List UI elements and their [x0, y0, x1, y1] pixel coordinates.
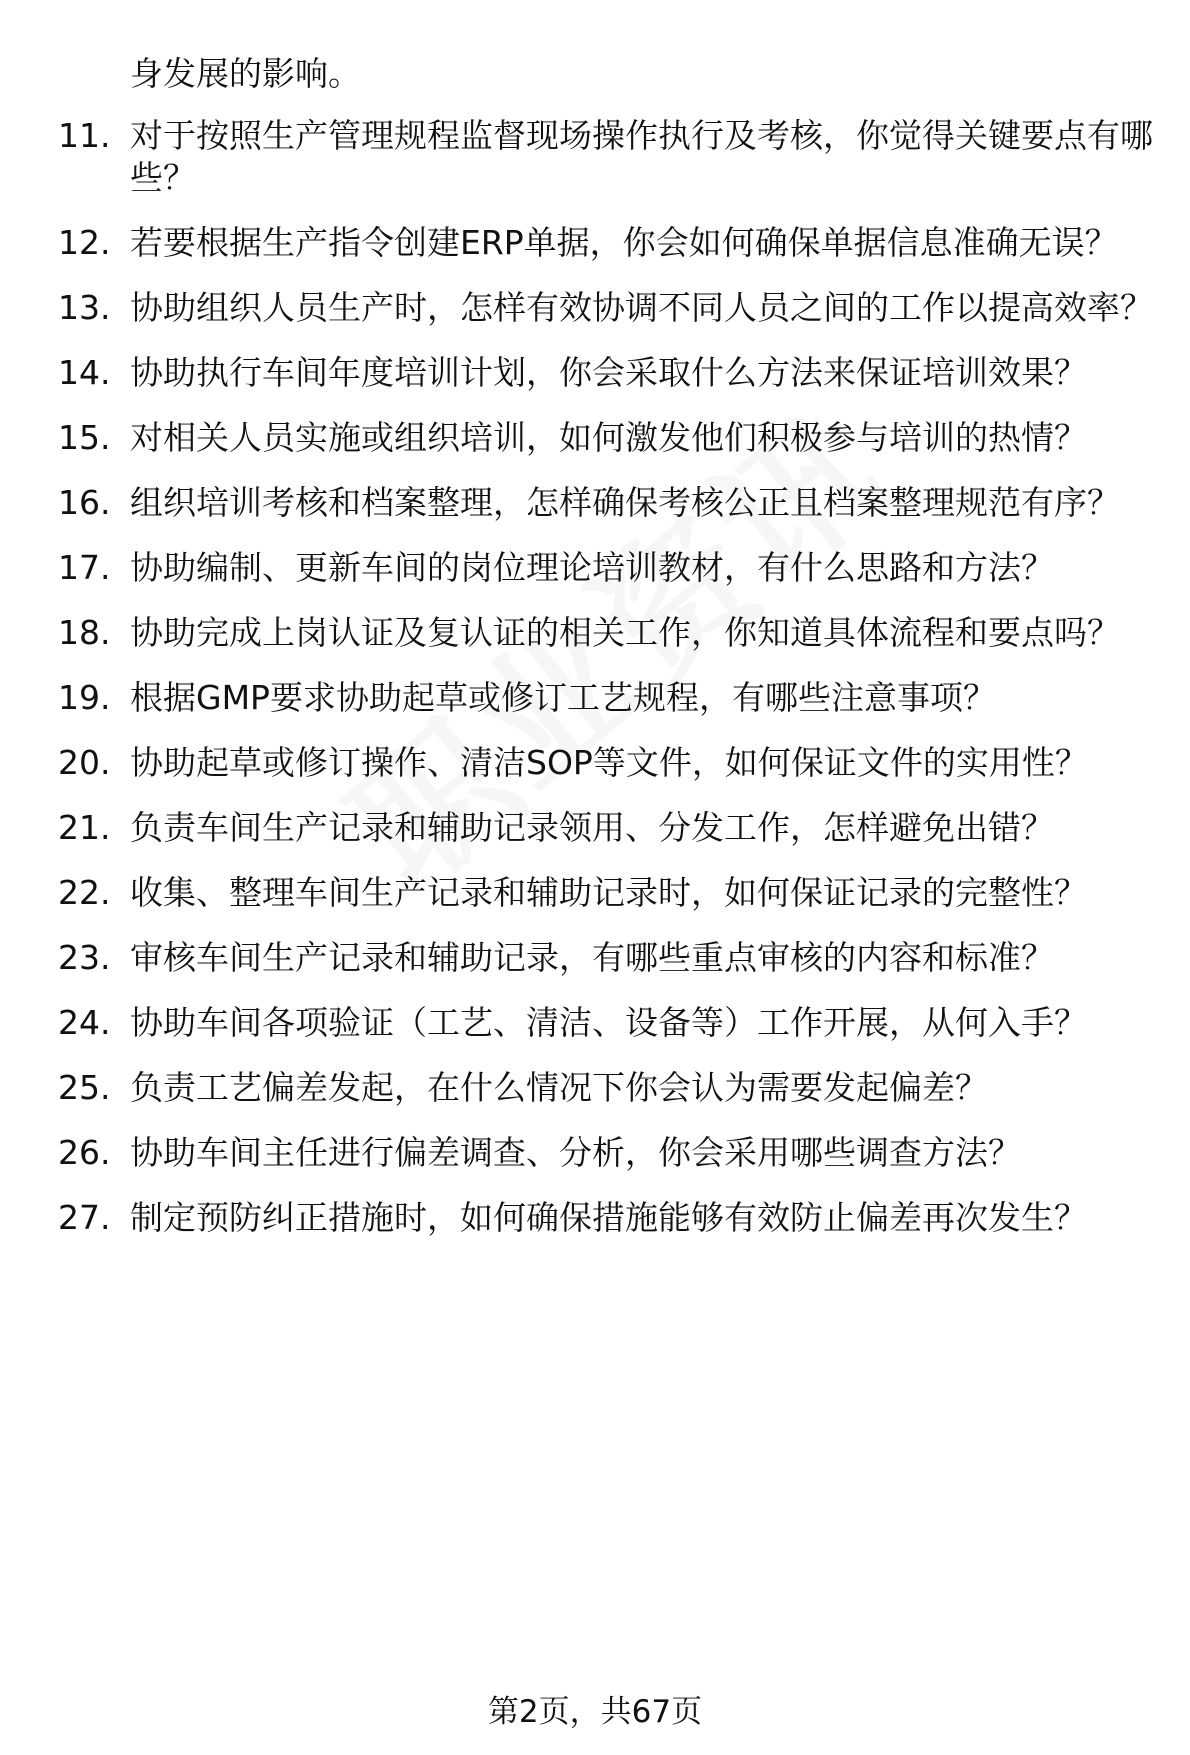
question-text: 协助执行车间年度培训计划，你会采取什么方法来保证培训效果？: [130, 353, 1087, 392]
list-item: [58, 417, 1158, 459]
question-text: 协助编制、更新车间的岗位理论培训教材，有什么思路和方法？: [130, 548, 1054, 587]
question-list: [58, 115, 1158, 1262]
question-number: 17.: [58, 548, 111, 587]
list-item: [58, 222, 1158, 264]
question-number: 11.: [58, 116, 111, 155]
question-text: 协助起草或修订操作、清洁SOP等文件，如何保证文件的实用性？: [130, 743, 1088, 782]
intro-continuation: 身发展的影响。: [130, 54, 361, 93]
question-text: 制定预防纠正措施时，如何确保措施能够有效防止偏差再次发生？: [130, 1198, 1087, 1237]
list-item: [58, 1002, 1158, 1044]
question-number: 25.: [58, 1068, 111, 1107]
question-text: 若要根据生产指令创建ERP单据，你会如何确保单据信息准确无误？: [130, 223, 1118, 262]
question-number: 24.: [58, 1003, 111, 1042]
list-item: [58, 482, 1158, 524]
question-text: 负责车间生产记录和辅助记录领用、分发工作，怎样避免出错？: [130, 808, 1054, 847]
question-text: 协助车间主任进行偏差调查、分析，你会采用哪些调查方法？: [130, 1133, 1021, 1172]
question-text: 协助组织人员生产时，怎样有效协调不同人员之间的工作以提高效率？: [130, 288, 1153, 327]
question-text: 审核车间生产记录和辅助记录，有哪些重点审核的内容和标准？: [130, 938, 1054, 977]
question-number: 21.: [58, 808, 111, 847]
question-number: 20.: [58, 743, 111, 782]
question-number: 23.: [58, 938, 111, 977]
question-number: 19.: [58, 678, 111, 717]
list-item: [58, 742, 1158, 784]
question-text: 组织培训考核和档案整理，怎样确保考核公正且档案整理规范有序？: [130, 483, 1120, 522]
question-text: 收集、整理车间生产记录和辅助记录时，如何保证记录的完整性？: [130, 873, 1087, 912]
list-item: [58, 287, 1158, 329]
question-number: 27.: [58, 1198, 111, 1237]
page-footer: 第2页，共67页: [487, 1694, 703, 1730]
question-number: 12.: [58, 223, 111, 262]
list-item: [58, 612, 1158, 654]
question-text: 协助完成上岗认证及复认证的相关工作，你知道具体流程和要点吗？: [130, 613, 1120, 652]
question-number: 15.: [58, 418, 111, 457]
question-number: 26.: [58, 1133, 111, 1172]
question-number: 16.: [58, 483, 111, 522]
list-item: [58, 937, 1158, 979]
question-text: 对于按照生产管理规程监督现场操作执行及考核，你觉得关键要点有哪些？: [130, 116, 1153, 197]
question-number: 22.: [58, 873, 111, 912]
list-item: [58, 352, 1158, 394]
question-text: 对相关人员实施或组织培训，如何激发他们积极参与培训的热情？: [130, 418, 1087, 457]
list-item: [58, 872, 1158, 914]
list-item: [58, 1067, 1158, 1109]
list-item: [58, 115, 1158, 199]
question-number: 14.: [58, 353, 111, 392]
list-item: [58, 1132, 1158, 1174]
question-text: 协助车间各项验证（工艺、清洁、设备等）工作开展，从何入手？: [130, 1003, 1087, 1042]
list-item: [58, 1197, 1158, 1239]
list-item: [58, 677, 1158, 719]
question-text: 负责工艺偏差发起，在什么情况下你会认为需要发起偏差？: [130, 1068, 988, 1107]
question-number: 18.: [58, 613, 111, 652]
list-item: [58, 547, 1158, 589]
question-number: 13.: [58, 288, 111, 327]
question-text: 根据GMP要求协助起草或修订工艺规程，有哪些注意事项？: [130, 678, 996, 717]
list-item: [58, 807, 1158, 849]
